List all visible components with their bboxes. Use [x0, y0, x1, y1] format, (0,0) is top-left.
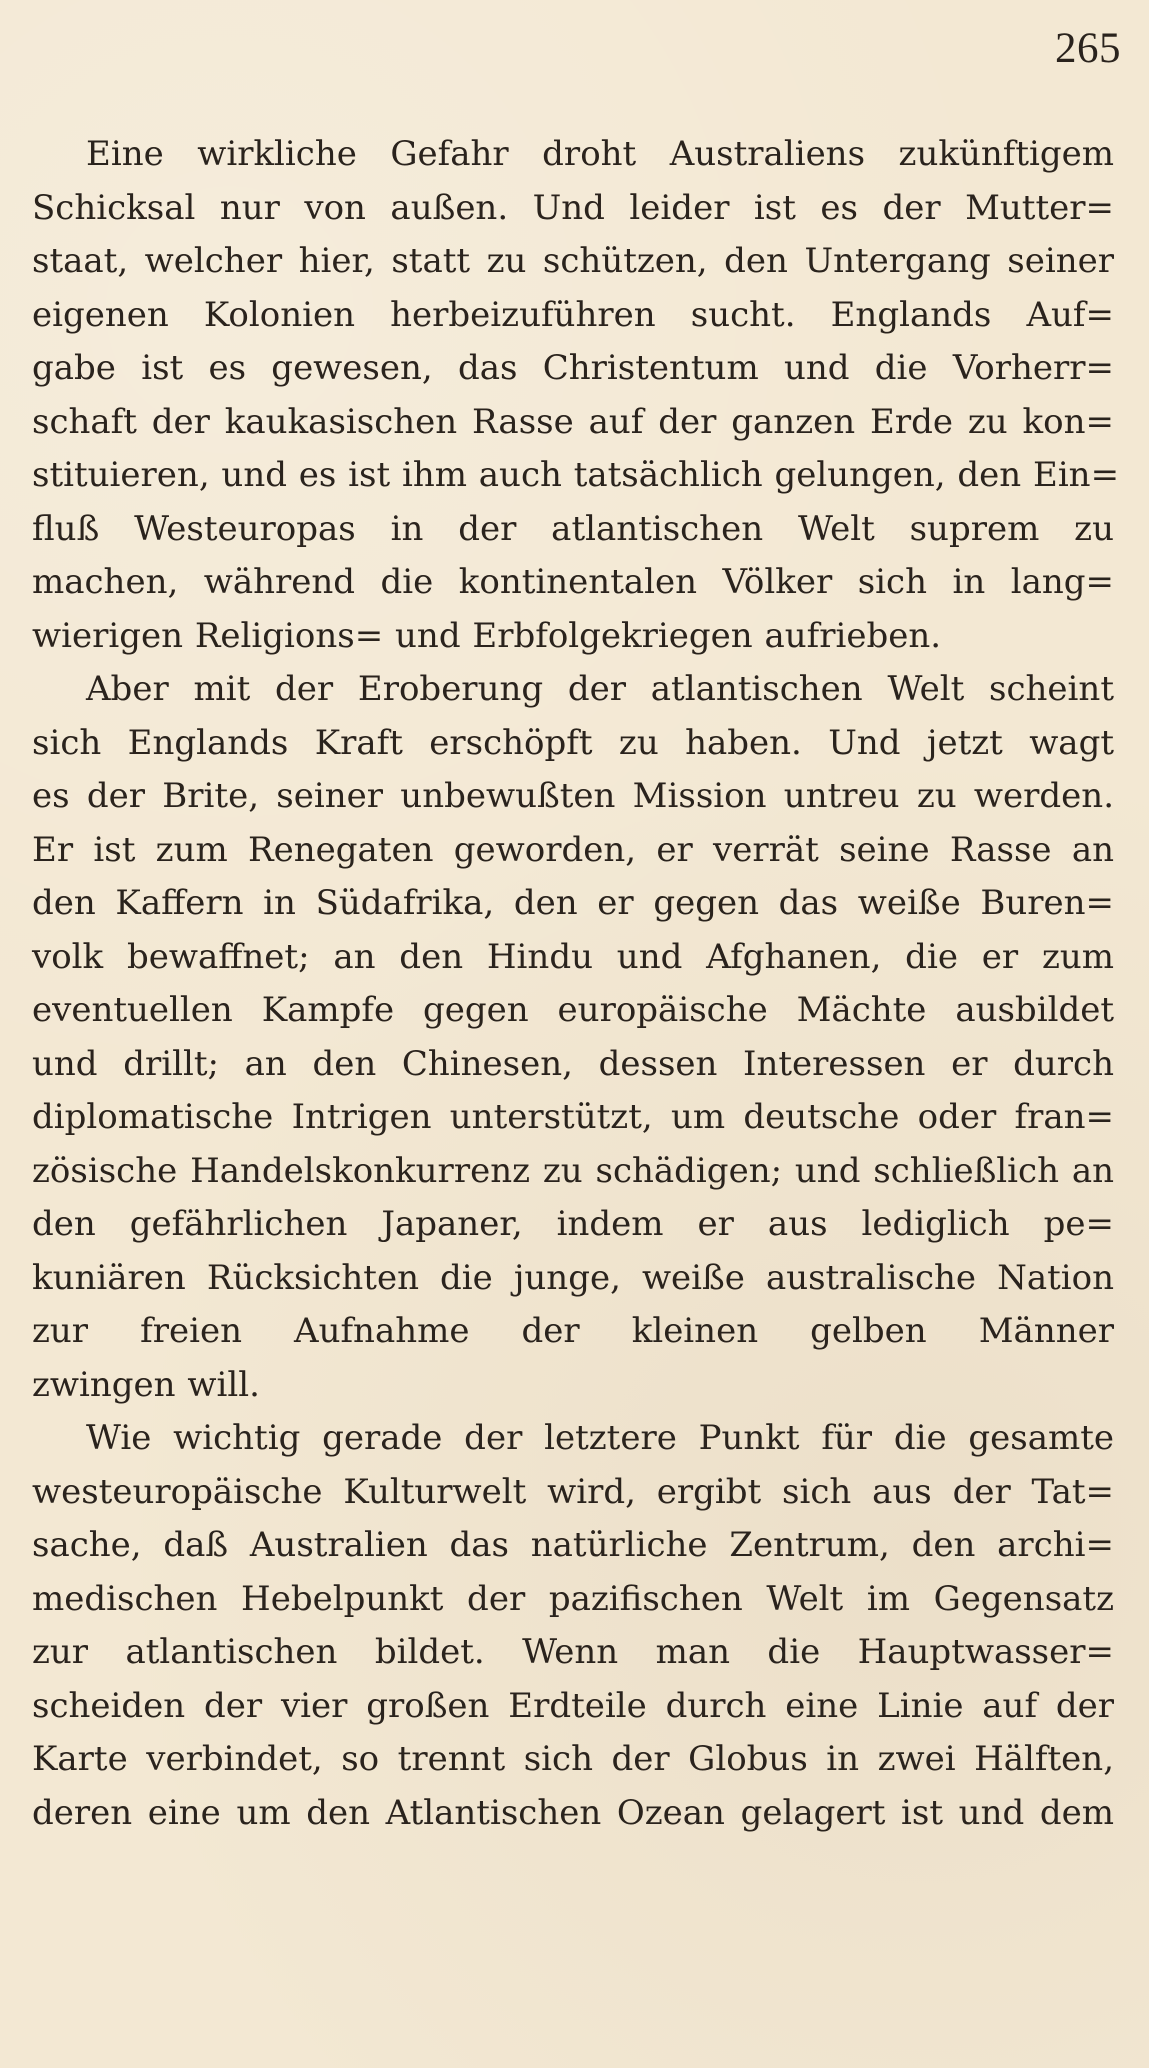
text-line: es der Brite, seiner unbewußten Mission untreu zu werden.	[32, 776, 1114, 816]
text-line: diplomatische Intrigen unterstützt, um deutsche oder fran=	[32, 1097, 1114, 1137]
text-line: scheiden der vier großen Erdteile durch eine Linie auf der	[32, 1685, 1114, 1726]
text-line: volk bewaffnet; an den Hindu und Afghanen, die er zum	[32, 936, 1114, 977]
text-line: deren eine um den Atlantischen Ozean gelagert ist und dem	[32, 1792, 1114, 1833]
text-line: gabe ist es gewesen, das Christentum und die Vorherr=	[32, 348, 1114, 388]
text-line: und drillt; an den Chinesen, dessen Interessen er durch	[32, 1043, 1114, 1084]
body-text	[32, 128, 1120, 1840]
page-number: 265	[1055, 25, 1121, 72]
text-line: zur atlantischen bildet. Wenn man die Hauptwasser=	[32, 1632, 1114, 1672]
text-line: zur freien Aufnahme der kleinen gelben Männer	[32, 1311, 1114, 1351]
text-line: Aber mit der Eroberung der atlantischen Welt scheint	[86, 669, 1114, 709]
text-line: wierigen Religions= und Erbfolgekriegen aufrieben.	[32, 615, 942, 656]
text-line: machen, während die kontinentalen Völker sich in lang=	[32, 562, 1114, 602]
text-line: zwingen will.	[32, 1364, 260, 1405]
text-line: schaft der kaukasischen Rasse auf der ganzen Erde zu kon=	[32, 401, 1114, 442]
text-line: westeuropäische Kulturwelt wird, ergibt sich aus der Tat=	[32, 1471, 1114, 1512]
text-line: eventuellen Kampfe gegen europäische Mächte ausbildet	[32, 990, 1114, 1030]
text-line: Eine wirkliche Gefahr droht Australiens zukünftigem	[86, 134, 1114, 174]
paragraph-2	[32, 663, 1114, 1412]
paragraph-3	[32, 1412, 1114, 1840]
text-line: Karte verbindet, so trennt sich der Globus in zwei Hälften,	[32, 1739, 1114, 1779]
text-line: Schicksal nur von außen. Und leider ist es der Mutter=	[32, 187, 1114, 228]
text-line: kuniären Rücksichten die junge, weiße australische Nation	[32, 1257, 1114, 1298]
text-line: eigenen Kolonien herbeizuführen sucht. Englands Auf=	[32, 294, 1114, 335]
paragraph-1	[32, 128, 1120, 663]
text-line: sache, daß Australien das natürliche Zentrum, den archi=	[32, 1525, 1114, 1565]
text-line: Er ist zum Renegaten geworden, er verrät seine Rasse an	[32, 829, 1114, 870]
text-line: zösische Handelskonkurrenz zu schädigen; und schließlich an	[32, 1150, 1114, 1191]
text-line: Wie wichtig gerade der letztere Punkt für die gesamte	[86, 1418, 1114, 1458]
text-line: medischen Hebelpunkt der pazifischen Welt im Gegensatz	[32, 1578, 1114, 1619]
text-line: staat, welcher hier, statt zu schützen, den Untergang seiner	[32, 241, 1114, 281]
text-line: fluß Westeuropas in der atlantischen Welt suprem zu	[32, 508, 1114, 549]
text-line: den Kaffern in Südafrika, den er gegen das weiße Buren=	[32, 883, 1114, 923]
text-line: sich Englands Kraft erschöpft zu haben. Und jetzt wagt	[32, 722, 1114, 763]
text-line: stituieren, und es ist ihm auch tatsächlich gelungen, den Ein=	[32, 455, 1120, 495]
text-line: den gefährlichen Japaner, indem er aus lediglich pe=	[32, 1204, 1114, 1244]
